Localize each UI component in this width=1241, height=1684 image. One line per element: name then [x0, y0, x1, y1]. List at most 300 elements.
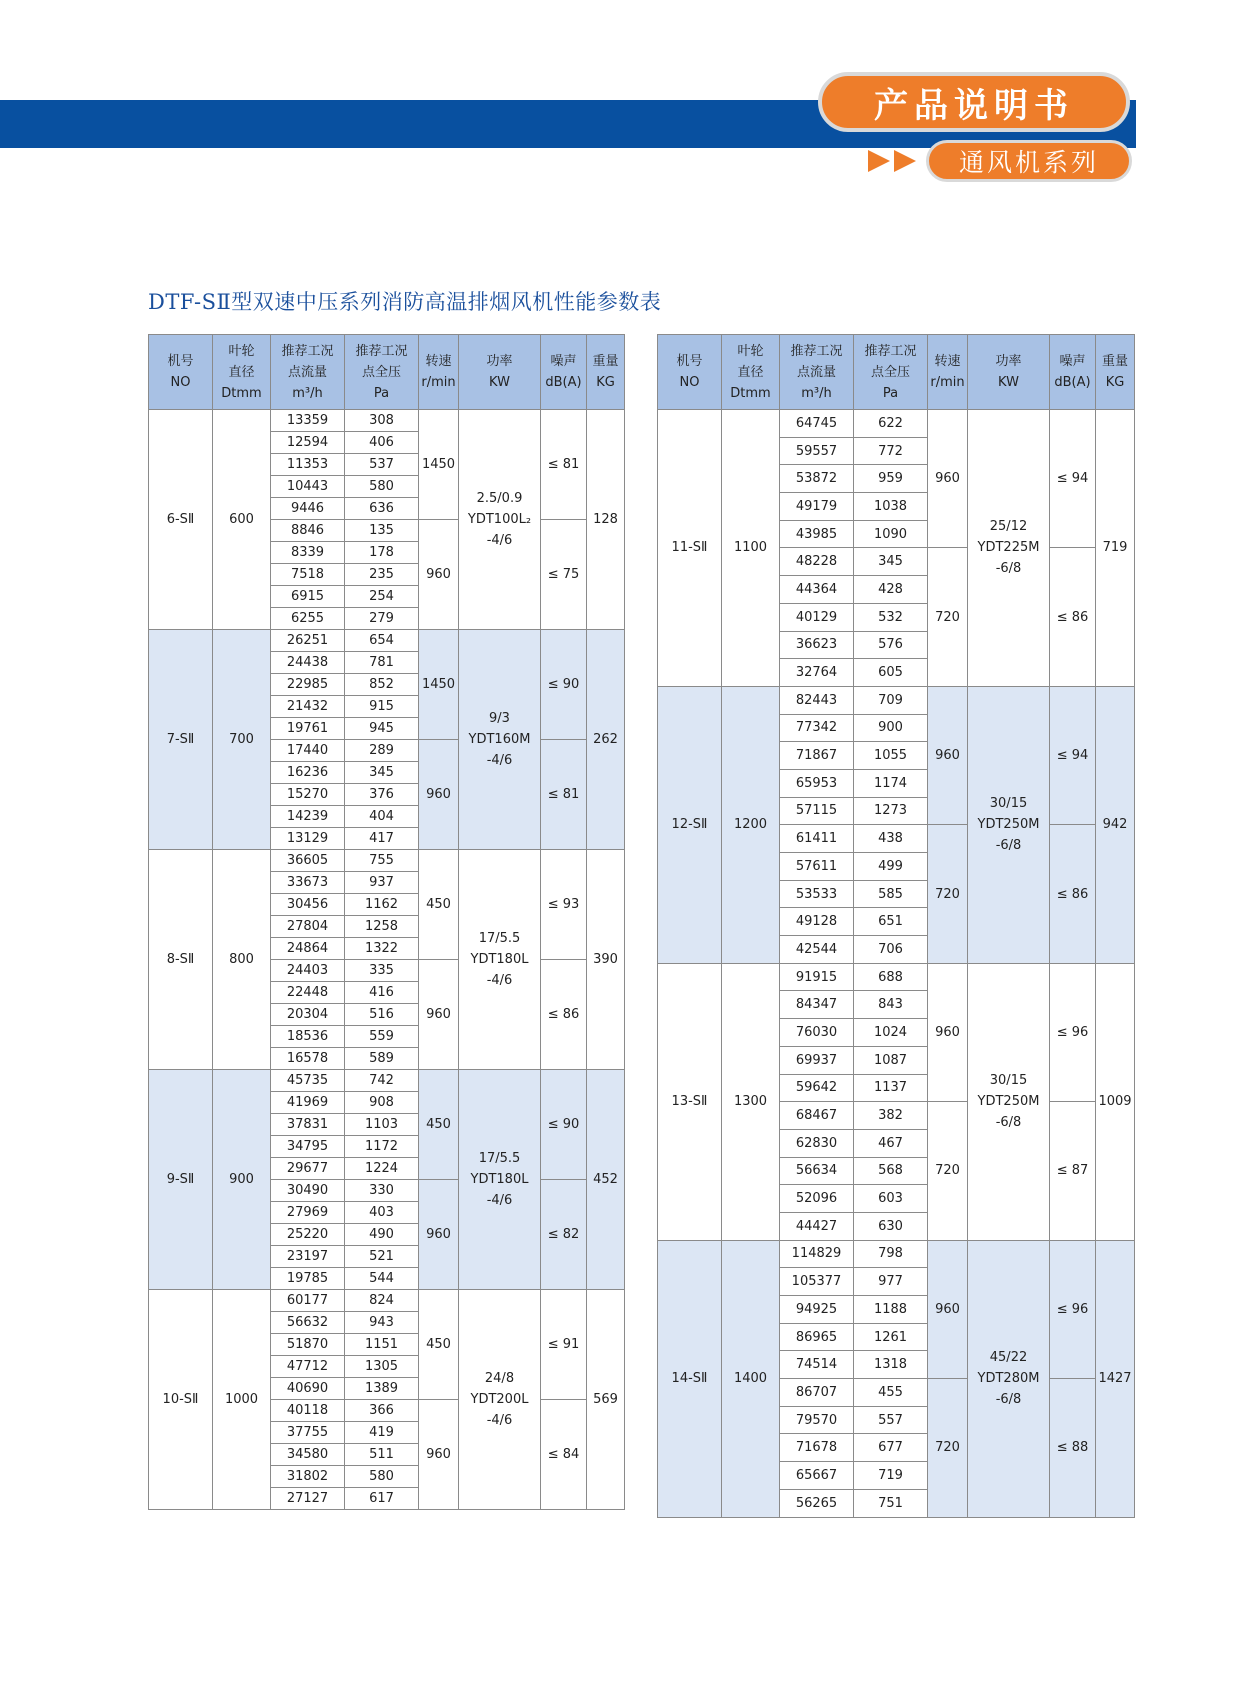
weight-cell: 1009 [1096, 963, 1135, 1240]
flow-cell: 62830 [780, 1129, 854, 1157]
speed-cell: 960 [419, 520, 459, 630]
pressure-cell: 135 [345, 520, 419, 542]
column-header [780, 335, 854, 410]
power-cell [968, 1240, 1050, 1517]
impeller-diameter-cell: 1400 [722, 1240, 780, 1517]
flow-cell: 17440 [271, 740, 345, 762]
pressure-cell: 235 [345, 564, 419, 586]
impeller-diameter-cell: 1300 [722, 963, 780, 1240]
flow-cell: 24864 [271, 938, 345, 960]
flow-cell: 40690 [271, 1378, 345, 1400]
impeller-diameter-cell: 1100 [722, 410, 780, 687]
flow-cell: 82443 [780, 686, 854, 714]
flow-cell: 44427 [780, 1212, 854, 1240]
pressure-cell: 589 [345, 1048, 419, 1070]
column-header-line: 转速 [425, 354, 452, 369]
flow-cell: 34795 [271, 1136, 345, 1158]
pressure-cell: 1024 [854, 1019, 928, 1047]
column-header-line: Dtmm [221, 385, 262, 401]
column-header-line: NO [170, 375, 191, 390]
column-header-line: KG [596, 375, 615, 390]
flow-cell: 41969 [271, 1092, 345, 1114]
flow-cell: 94925 [780, 1296, 854, 1324]
power-line: 30/15 [989, 796, 1028, 812]
power-line: YDT200L [470, 1392, 529, 1407]
pressure-cell: 900 [854, 714, 928, 742]
impeller-diameter-cell: 1000 [213, 1290, 271, 1510]
column-header-line: dB(A) [545, 375, 582, 390]
pressure-cell: 1172 [345, 1136, 419, 1158]
pressure-cell: 852 [345, 674, 419, 696]
flow-cell: 24438 [271, 652, 345, 674]
flow-cell: 34580 [271, 1444, 345, 1466]
pressure-cell: 406 [345, 432, 419, 454]
pressure-cell: 1055 [854, 742, 928, 770]
table-row [658, 686, 1135, 714]
flow-cell: 57115 [780, 797, 854, 825]
pressure-cell: 544 [345, 1268, 419, 1290]
flow-cell: 86965 [780, 1323, 854, 1351]
flow-cell: 8846 [271, 520, 345, 542]
flow-cell: 71678 [780, 1434, 854, 1462]
pressure-cell: 366 [345, 1400, 419, 1422]
power-line: 30/15 [989, 1073, 1028, 1089]
pressure-cell: 345 [854, 548, 928, 576]
pressure-cell: 1261 [854, 1323, 928, 1351]
flow-cell: 16236 [271, 762, 345, 784]
pressure-cell: 467 [854, 1129, 928, 1157]
pressure-cell: 254 [345, 586, 419, 608]
pressure-cell: 568 [854, 1157, 928, 1185]
column-header-line: 噪声 [1059, 354, 1086, 369]
flow-cell: 19761 [271, 718, 345, 740]
noise-cell: ≤ 86 [1050, 548, 1096, 686]
flow-cell: 53872 [780, 465, 854, 493]
column-header [213, 335, 271, 410]
column-header-line: 推荐工况 [790, 343, 843, 359]
noise-cell: ≤ 75 [541, 520, 587, 630]
flow-cell: 26251 [271, 630, 345, 652]
pressure-cell: 438 [854, 825, 928, 853]
power-line: -4/6 [486, 753, 513, 768]
flow-cell: 6255 [271, 608, 345, 630]
column-header [928, 335, 968, 410]
noise-cell: ≤ 90 [541, 630, 587, 740]
speed-cell: 960 [928, 1240, 968, 1378]
flow-cell: 36605 [271, 850, 345, 872]
flow-cell: 48228 [780, 548, 854, 576]
column-header [968, 335, 1050, 410]
power-line: -6/8 [995, 1115, 1022, 1131]
flow-cell: 65953 [780, 769, 854, 797]
flow-cell: 23197 [271, 1246, 345, 1268]
pressure-cell: 654 [345, 630, 419, 652]
flow-cell: 13359 [271, 410, 345, 432]
power-line: YDT250M [977, 1094, 1040, 1110]
flow-cell: 44364 [780, 576, 854, 604]
pressure-cell: 416 [345, 982, 419, 1004]
flow-cell: 20304 [271, 1004, 345, 1026]
flow-cell: 14239 [271, 806, 345, 828]
column-header-line: 点流量 [796, 364, 836, 380]
pressure-cell: 959 [854, 465, 928, 493]
flow-cell: 13129 [271, 828, 345, 850]
column-header-line: 叶轮 [228, 343, 255, 359]
flow-cell: 29677 [271, 1158, 345, 1180]
pressure-cell: 455 [854, 1379, 928, 1407]
speed-cell: 450 [419, 1290, 459, 1400]
column-header [271, 335, 345, 410]
column-header-line: Pa [373, 385, 390, 401]
power-cell [459, 1070, 541, 1290]
pressure-cell: 178 [345, 542, 419, 564]
pressure-cell: 1305 [345, 1356, 419, 1378]
pressure-cell: 781 [345, 652, 419, 674]
noise-cell: ≤ 91 [541, 1290, 587, 1400]
pressure-cell: 1273 [854, 797, 928, 825]
flow-cell: 31802 [271, 1466, 345, 1488]
pressure-cell: 622 [854, 410, 928, 438]
speed-cell: 450 [419, 850, 459, 960]
power-line: 24/8 [484, 1371, 515, 1386]
power-line: -6/8 [995, 561, 1022, 577]
pressure-cell: 580 [345, 476, 419, 498]
column-header-line: 重量 [592, 354, 619, 369]
table-row [149, 630, 625, 652]
flow-cell: 91915 [780, 963, 854, 991]
column-header-line: 推荐工况 [281, 343, 334, 359]
pressure-cell: 428 [854, 576, 928, 604]
column-header-line: NO [679, 375, 700, 390]
flow-cell: 22985 [271, 674, 345, 696]
noise-cell: ≤ 93 [541, 850, 587, 960]
column-header-line: 点流量 [287, 364, 327, 380]
noise-cell: ≤ 82 [541, 1180, 587, 1290]
impeller-diameter-cell: 1200 [722, 686, 780, 963]
power-line: 2.5/0.9 [476, 491, 523, 506]
pressure-cell: 636 [345, 498, 419, 520]
column-header [1050, 335, 1096, 410]
pressure-cell: 511 [345, 1444, 419, 1466]
model-no-cell: 11-SⅡ [658, 410, 722, 687]
pressure-cell: 798 [854, 1240, 928, 1268]
table-row [149, 1290, 625, 1312]
noise-cell: ≤ 87 [1050, 1102, 1096, 1240]
pressure-cell: 755 [345, 850, 419, 872]
pressure-cell: 617 [345, 1488, 419, 1510]
column-header-line: 功率 [995, 354, 1022, 369]
table-header-row [658, 335, 1135, 410]
performance-table-left [148, 334, 625, 1510]
pressure-cell: 308 [345, 410, 419, 432]
flow-cell: 32764 [780, 659, 854, 687]
column-header-line: 功率 [486, 354, 513, 369]
pressure-cell: 706 [854, 936, 928, 964]
pressure-cell: 417 [345, 828, 419, 850]
flow-cell: 53533 [780, 880, 854, 908]
noise-cell: ≤ 86 [1050, 825, 1096, 963]
model-no-cell: 7-SⅡ [149, 630, 213, 850]
flow-cell: 51870 [271, 1334, 345, 1356]
flow-cell: 22448 [271, 982, 345, 1004]
pressure-cell: 772 [854, 437, 928, 465]
speed-cell: 960 [928, 410, 968, 548]
pressure-cell: 937 [345, 872, 419, 894]
column-header-line: 直径 [228, 364, 255, 380]
flow-cell: 77342 [780, 714, 854, 742]
column-header [459, 335, 541, 410]
flow-cell: 71867 [780, 742, 854, 770]
weight-cell: 128 [587, 410, 625, 630]
manual-badge: 产品说明书 [818, 72, 1130, 132]
column-header [541, 335, 587, 410]
weight-cell: 942 [1096, 686, 1135, 963]
flow-cell: 27969 [271, 1202, 345, 1224]
column-header-line: 转速 [934, 354, 961, 369]
pressure-cell: 537 [345, 454, 419, 476]
speed-cell: 960 [928, 686, 968, 824]
noise-cell: ≤ 88 [1050, 1379, 1096, 1517]
column-header [419, 335, 459, 410]
flow-cell: 10443 [271, 476, 345, 498]
flow-cell: 59642 [780, 1074, 854, 1102]
pressure-cell: 603 [854, 1185, 928, 1213]
pressure-cell: 945 [345, 718, 419, 740]
pressure-cell: 516 [345, 1004, 419, 1026]
column-header-line: dB(A) [1054, 375, 1091, 390]
weight-cell: 569 [587, 1290, 625, 1510]
table-row [149, 410, 625, 432]
power-line: -6/8 [995, 838, 1022, 854]
power-line: -4/6 [486, 973, 513, 988]
flow-cell: 8339 [271, 542, 345, 564]
flow-cell: 64745 [780, 410, 854, 438]
pressure-cell: 279 [345, 608, 419, 630]
speed-cell: 720 [928, 548, 968, 686]
pressure-cell: 403 [345, 1202, 419, 1224]
power-line: 9/3 [489, 711, 510, 726]
speed-cell: 720 [928, 1379, 968, 1517]
weight-cell: 452 [587, 1070, 625, 1290]
flow-cell: 114829 [780, 1240, 854, 1268]
noise-cell: ≤ 96 [1050, 963, 1096, 1101]
pressure-cell: 677 [854, 1434, 928, 1462]
pressure-cell: 490 [345, 1224, 419, 1246]
column-header-line: r/min [421, 375, 456, 390]
pressure-cell: 521 [345, 1246, 419, 1268]
pressure-cell: 843 [854, 991, 928, 1019]
flow-cell: 12594 [271, 432, 345, 454]
speed-cell: 720 [928, 825, 968, 963]
flow-cell: 74514 [780, 1351, 854, 1379]
pressure-cell: 1174 [854, 769, 928, 797]
power-cell [968, 410, 1050, 687]
column-header-line: KW [489, 375, 510, 390]
pressure-cell: 688 [854, 963, 928, 991]
speed-cell: 960 [419, 960, 459, 1070]
flow-cell: 49179 [780, 493, 854, 521]
speed-cell: 1450 [419, 630, 459, 740]
power-line: YDT180L [470, 1172, 529, 1187]
pressure-cell: 289 [345, 740, 419, 762]
pressure-cell: 1151 [345, 1334, 419, 1356]
power-cell [459, 850, 541, 1070]
flow-cell: 27804 [271, 916, 345, 938]
flow-cell: 79570 [780, 1406, 854, 1434]
pressure-cell: 605 [854, 659, 928, 687]
flow-cell: 37831 [271, 1114, 345, 1136]
pressure-cell: 719 [854, 1462, 928, 1490]
pressure-cell: 915 [345, 696, 419, 718]
column-header-line: 机号 [167, 354, 194, 369]
power-line: -6/8 [995, 1392, 1022, 1408]
power-cell [968, 686, 1050, 963]
power-line: -4/6 [486, 533, 513, 548]
power-line: -4/6 [486, 1413, 513, 1428]
flow-cell: 60177 [271, 1290, 345, 1312]
column-header-line: m³/h [801, 385, 832, 401]
power-cell [459, 410, 541, 630]
pressure-cell: 709 [854, 686, 928, 714]
table-row [658, 410, 1135, 438]
pressure-cell: 419 [345, 1422, 419, 1444]
column-header-line: 机号 [676, 354, 703, 369]
pressure-cell: 742 [345, 1070, 419, 1092]
model-no-cell: 9-SⅡ [149, 1070, 213, 1290]
flow-cell: 76030 [780, 1019, 854, 1047]
noise-cell: ≤ 86 [541, 960, 587, 1070]
pressure-cell: 559 [345, 1026, 419, 1048]
flow-cell: 86707 [780, 1379, 854, 1407]
flow-cell: 40129 [780, 603, 854, 631]
flow-cell: 84347 [780, 991, 854, 1019]
pressure-cell: 824 [345, 1290, 419, 1312]
noise-cell: ≤ 84 [541, 1400, 587, 1510]
pressure-cell: 1137 [854, 1074, 928, 1102]
pressure-cell: 404 [345, 806, 419, 828]
speed-cell: 960 [928, 963, 968, 1101]
table-row [658, 1240, 1135, 1268]
speed-cell: 960 [419, 740, 459, 850]
flow-cell: 57611 [780, 853, 854, 881]
model-no-cell: 6-SⅡ [149, 410, 213, 630]
flow-cell: 56265 [780, 1489, 854, 1517]
column-header-line: r/min [930, 375, 965, 390]
column-header [854, 335, 928, 410]
flow-cell: 68467 [780, 1102, 854, 1130]
noise-cell: ≤ 90 [541, 1070, 587, 1180]
pressure-cell: 499 [854, 853, 928, 881]
flow-cell: 27127 [271, 1488, 345, 1510]
flow-cell: 45735 [271, 1070, 345, 1092]
model-no-cell: 10-SⅡ [149, 1290, 213, 1510]
flow-cell: 9446 [271, 498, 345, 520]
column-header-line: 重量 [1101, 354, 1128, 369]
flow-cell: 36623 [780, 631, 854, 659]
impeller-diameter-cell: 700 [213, 630, 271, 850]
flow-cell: 19785 [271, 1268, 345, 1290]
flow-cell: 11353 [271, 454, 345, 476]
flow-cell: 37755 [271, 1422, 345, 1444]
weight-cell: 262 [587, 630, 625, 850]
noise-cell: ≤ 81 [541, 410, 587, 520]
table-row [149, 850, 625, 872]
column-header-line: 推荐工况 [864, 343, 917, 359]
pressure-cell: 585 [854, 880, 928, 908]
pressure-cell: 1188 [854, 1296, 928, 1324]
page-title: DTF-SⅡ型双速中压系列消防高温排烟风机性能参数表 [148, 290, 662, 314]
pressure-cell: 1090 [854, 520, 928, 548]
speed-cell: 450 [419, 1070, 459, 1180]
column-header-line: 推荐工况 [355, 343, 408, 359]
model-no-cell: 8-SⅡ [149, 850, 213, 1070]
performance-table-right [657, 334, 1135, 1518]
pressure-cell: 335 [345, 960, 419, 982]
flow-cell: 105377 [780, 1268, 854, 1296]
weight-cell: 719 [1096, 410, 1135, 687]
pressure-cell: 1224 [345, 1158, 419, 1180]
flow-cell: 65667 [780, 1462, 854, 1490]
pressure-cell: 330 [345, 1180, 419, 1202]
pressure-cell: 557 [854, 1406, 928, 1434]
pressure-cell: 1258 [345, 916, 419, 938]
flow-cell: 7518 [271, 564, 345, 586]
pressure-cell: 1038 [854, 493, 928, 521]
column-header-line: KG [1105, 375, 1125, 390]
series-badge: 通风机系列 [926, 140, 1132, 182]
column-header-line: m³/h [292, 385, 323, 401]
table-row [149, 1070, 625, 1092]
speed-cell: 1450 [419, 410, 459, 520]
column-header-line: 噪声 [550, 354, 577, 369]
column-header [345, 335, 419, 410]
pressure-cell: 376 [345, 784, 419, 806]
noise-cell: ≤ 94 [1050, 410, 1096, 548]
pressure-cell: 1322 [345, 938, 419, 960]
impeller-diameter-cell: 800 [213, 850, 271, 1070]
pressure-cell: 977 [854, 1268, 928, 1296]
flow-cell: 43985 [780, 520, 854, 548]
power-line: 25/12 [989, 519, 1028, 535]
pressure-cell: 382 [854, 1102, 928, 1130]
flow-cell: 6915 [271, 586, 345, 608]
power-line: YDT225M [977, 540, 1040, 556]
power-cell [968, 963, 1050, 1240]
flow-cell: 49128 [780, 908, 854, 936]
pressure-cell: 751 [854, 1489, 928, 1517]
flow-cell: 59557 [780, 437, 854, 465]
column-header-line: 点全压 [361, 364, 401, 380]
flow-cell: 15270 [271, 784, 345, 806]
speed-cell: 720 [928, 1102, 968, 1240]
noise-cell: ≤ 96 [1050, 1240, 1096, 1378]
model-no-cell: 13-SⅡ [658, 963, 722, 1240]
speed-cell: 960 [419, 1180, 459, 1290]
pressure-cell: 1103 [345, 1114, 419, 1136]
flow-cell: 40118 [271, 1400, 345, 1422]
power-line: YDT280M [977, 1371, 1040, 1387]
column-header-line: Dtmm [730, 385, 771, 401]
double-arrow-icon [868, 148, 920, 174]
model-no-cell: 12-SⅡ [658, 686, 722, 963]
flow-cell: 16578 [271, 1048, 345, 1070]
flow-cell: 52096 [780, 1185, 854, 1213]
flow-cell: 30456 [271, 894, 345, 916]
power-line: -4/6 [486, 1193, 513, 1208]
flow-cell: 18536 [271, 1026, 345, 1048]
pressure-cell: 580 [345, 1466, 419, 1488]
column-header [149, 335, 213, 410]
